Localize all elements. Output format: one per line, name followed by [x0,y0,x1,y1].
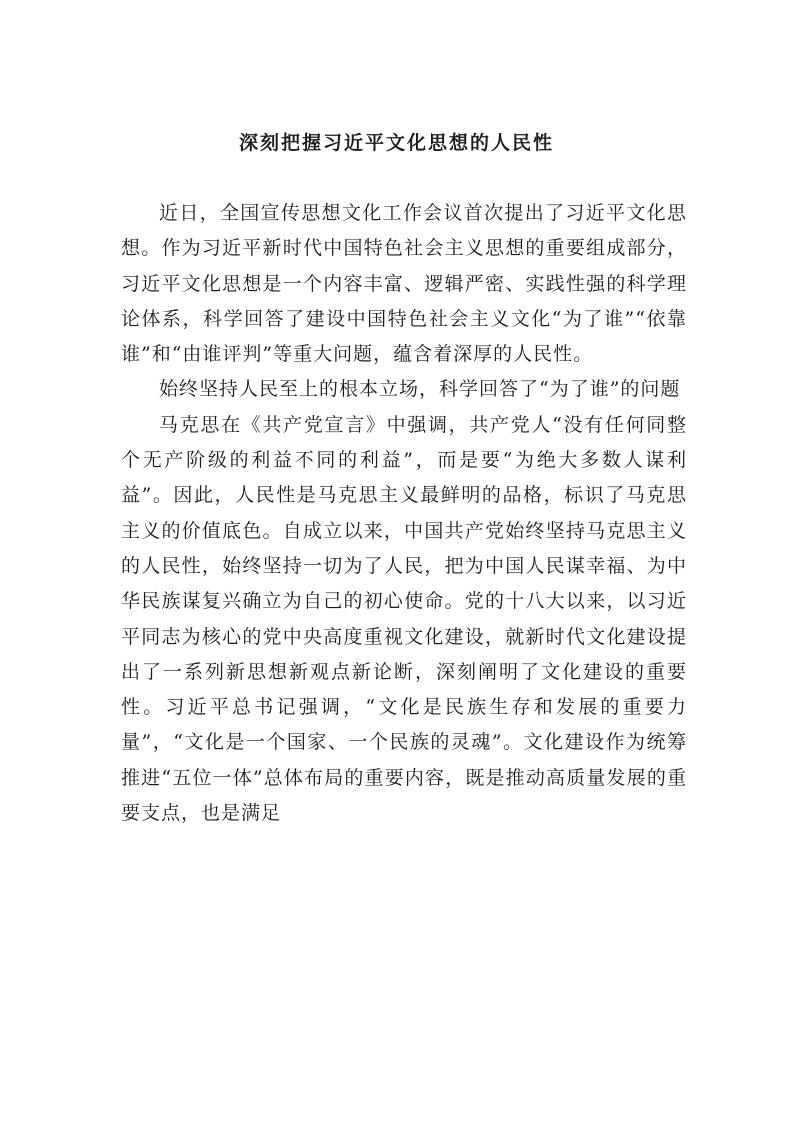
paragraph-marx: 马克思在《共产党宣言》中强调，共产党人“没有任何同整个无产阶级的利益不同的利益”，而是要“为绝大多数人谋利益”。因此，人民性是马克思主义最鲜明的品格，标识了马克思主义的价值底色。自成立以来，中国共产党始终坚持马克思主义的人民性，始终坚持一切为了人民，把为中国人民谋幸福、为中华民族谋复兴确立为自己的初心使命。党的十八大以来，以习近平同志为核心的党中央高度重视文化建设，就新时代文化建设提出了一系列新思想新观点新论断，深刻阐明了文化建设的重要性。习近平总书记强调，“文化是民族生存和发展的重要力量”，“文化是一个国家、一个民族的灵魂”。文化建设作为统筹推进“五位一体”总体布局的重要内容，既是推动高质量发展的重要支点，也是满足 [121,413,687,825]
section-heading: 始终坚持人民至上的根本立场，科学回答了“为了谁”的问题 [159,378,681,401]
article-body [121,196,687,831]
page-title: 深刻把握习近平文化思想的人民性 [238,132,554,154]
paragraph-intro: 近日，全国宣传思想文化工作会议首次提出了习近平文化思想。作为习近平新时代中国特色社会主义思想的重要组成部分，习近平文化思想是一个内容丰富、逻辑严密、实践性强的科学理论体系，科学回答了建设中国特色社会主义文化“为了谁”“依靠谁”和“由谁评判”等重大问题，蕴含着深厚的人民性。 [121,202,687,366]
